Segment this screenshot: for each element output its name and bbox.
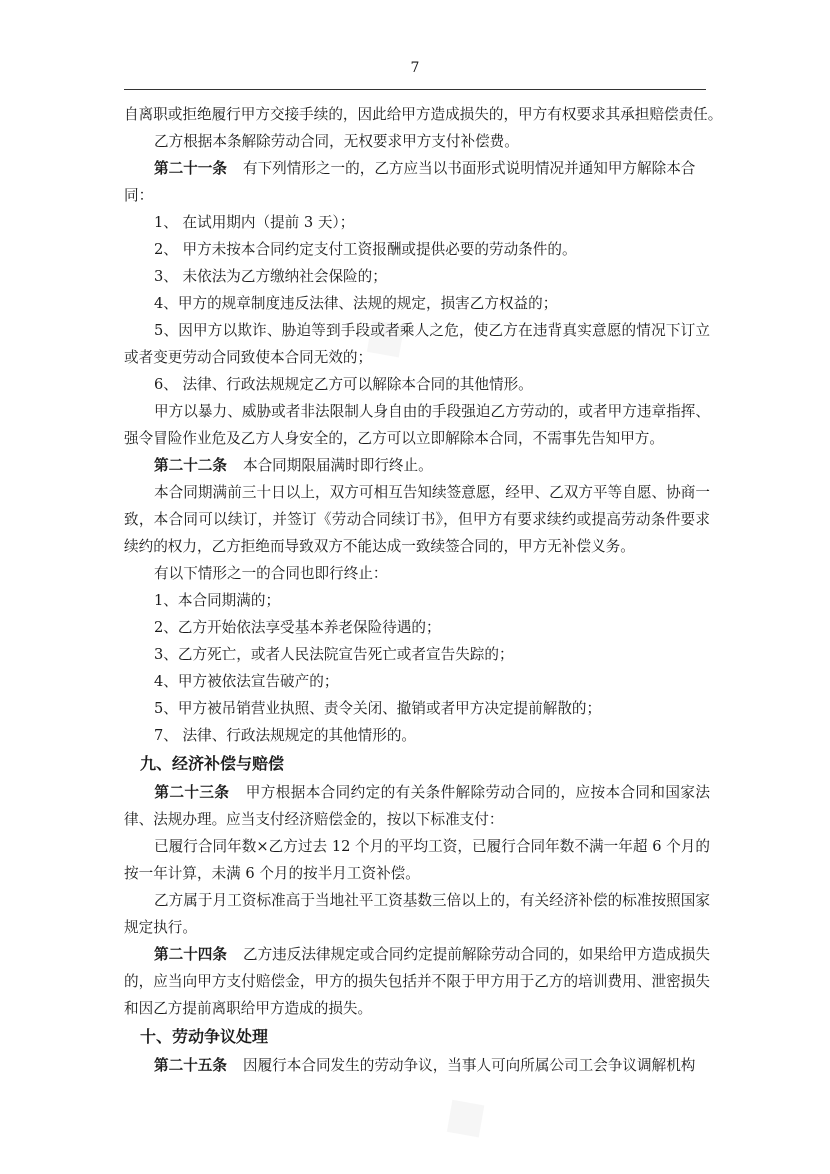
paragraph: 本合同期满前三十日以上，双方可相互告知续签意愿，经甲、乙双方平等自愿、协商一致，本合同可以续订，并签订《劳动合同续订书》，但甲方有要求续约或提高劳动条件要求续约的权力，乙方拒绝而导致双方不能达成一致续签合同的，甲方无补偿义务。 [124,484,710,555]
article-25 [124,1052,710,1079]
article-text: 有下列情形之一的，乙方应当以书面形式说明情况并通知甲方解除本合 [242,160,696,177]
paragraph: 自离职或拒绝履行甲方交接手续的，因此给甲方造成损失的，甲方有权要求其承担赔偿责任。 [124,106,723,123]
article-23 [124,779,710,833]
article-22 [124,452,710,479]
list-item: 5、甲方被吊销营业执照、责令关闭、撤销或者甲方决定提前解散的； [154,700,602,717]
list-item: 6、 法律、行政法规规定乙方可以解除本合同的其他情形。 [154,376,533,393]
paragraph: 乙方属于月工资标准高于当地社平工资基数三倍以上的，有关经济补偿的标准按照国家规定执行。 [124,892,710,936]
list-item: 2、乙方开始依法享受基本养老保险待遇的； [154,619,441,636]
article-text: 本合同期限届满时即行终止。 [242,457,433,474]
watermark [424,1073,502,1157]
list-item: 7、 法律、行政法规规定的其他情形的。 [154,727,417,744]
article-text: 甲方根据本合同约定的有关条件解除劳动合同的，应按本合同和国家法律、法规办理。应当支付经济赔偿金的，按以下标准支付： [124,784,710,828]
article-heading: 第二十二条 [154,457,227,474]
list-item: 1、 在试用期内（提前 3 天）； [154,214,355,231]
paragraph: 有以下情形之一的合同也即行终止： [154,565,388,582]
list-item: 5、因甲方以欺诈、胁迫等到手段或者乘人之危，使乙方在违背真实意愿的情况下订立或者变更劳动合同致使本合同无效的； [124,322,710,366]
article-heading: 第二十四条 [154,946,227,963]
section-title: 九、经济补偿与赔偿 [140,754,285,773]
header-divider [124,89,706,90]
article-24 [124,941,710,1022]
paragraph: 乙方根据本条解除劳动合同，无权要求甲方支付补偿费。 [154,133,519,150]
document-body [124,101,723,1079]
section-title: 十、劳动争议处理 [140,1027,269,1046]
paragraph: 甲方以暴力、威胁或者非法限制人身自由的手段强迫乙方劳动的，或者甲方违章指挥、强令冒险作业危及乙方人身安全的，乙方可以立即解除本合同，不需事先告知甲方。 [124,403,710,447]
paragraph: 已履行合同年数×乙方过去 12 个月的平均工资，已履行合同年数不满一年超 6 个月的按一年计算，未满 6 个月的按半月工资补偿。 [124,838,710,882]
list-item: 3、乙方死亡，或者人民法院宣告死亡或者宣告失踪的； [154,646,514,663]
list-item: 4、甲方的规章制度违反法律、法规的规定，损害乙方权益的； [154,295,558,312]
list-item: 3、 未依法为乙方缴纳社会保险的； [154,268,387,285]
paragraph: 同： [124,187,154,204]
article-text: 因履行本合同发生的劳动争议，当事人可向所属公司工会争议调解机构 [242,1057,696,1074]
list-item: 2、 甲方未按本合同约定支付工资报酬或提供必要的劳动条件的。 [154,241,577,258]
article-heading: 第二十一条 [154,160,227,177]
article-21 [124,155,710,182]
list-item: 1、本合同期满的； [154,592,281,609]
list-item: 4、甲方被依法宣告破产的； [154,673,339,690]
article-heading: 第二十五条 [154,1057,227,1074]
article-text: 乙方违反法律规定或合同约定提前解除劳动合同的，如果给甲方造成损失的，应当向甲方支付赔偿金，甲方的损失包括并不限于甲方用于乙方的培训费用、泄密损失和因乙方提前离职给甲方造成的损失。 [124,946,710,1017]
article-heading: 第二十三条 [154,784,230,801]
page-number: 7 [410,60,420,76]
